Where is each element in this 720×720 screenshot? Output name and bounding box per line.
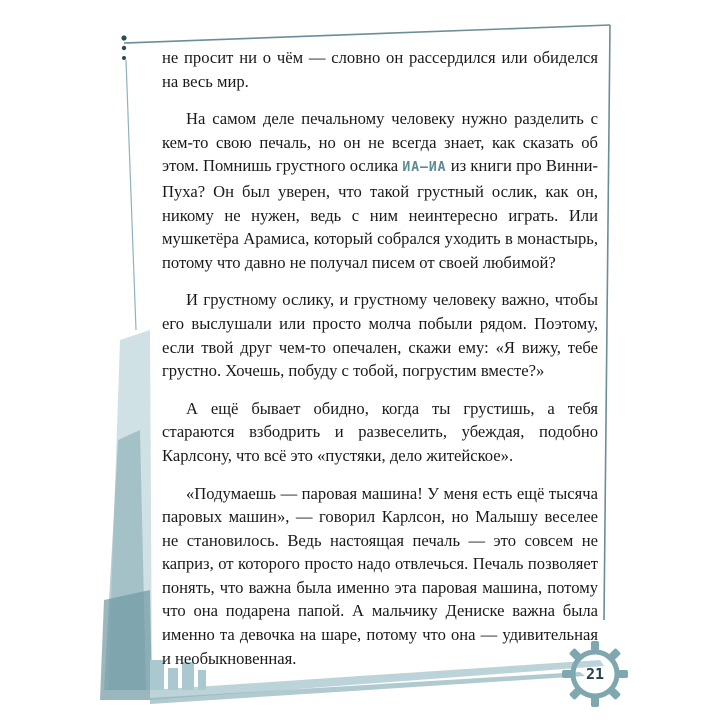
handwritten-name: ИА–ИА	[402, 160, 447, 176]
right-border-line	[604, 25, 610, 620]
border-dot	[121, 35, 126, 40]
border-dot	[122, 56, 126, 60]
paragraph: И грустному ослику, и грустному человеку важно, чтобы его выслушали или просто молча побыли рядом. Поэтому, если твой друг чем-то опечален, скажи ему: «Я вижу, тебе грустно. Хочешь, побуду с тобой, погрустим вместе?»	[162, 290, 598, 381]
left-tower-base	[100, 590, 152, 700]
border-dot	[122, 46, 126, 50]
paragraph-text: На самом деле печальному человеку нужно разделить с кем-то свою печаль, но он не всегда знает, как сказать об этом. Помнишь грустного ослика	[162, 109, 598, 176]
paragraph-text: из книги про Винни-Пуха? Он был уверен, что такой грустный ослик, как он, никому не нужен, ведь с ним неинтересно играть. Или мушкетёра Арамиса, который собрался уходить в монастырь, потому что давно не получал писем от своей любимой?	[162, 156, 598, 272]
paragraph: А ещё бывает обидно, когда ты грустишь, а тебя стараются взбодрить и развеселить, убеждая, подобно Карлсону, что всё это «пустяки, дело житейское».	[162, 398, 598, 465]
left-border-line	[126, 60, 136, 330]
body-text	[162, 46, 598, 684]
paragraph	[162, 107, 598, 274]
top-border-line	[124, 25, 610, 43]
paragraph: не просит ни о чём — словно он рассердился или обиделся на весь мир.	[162, 48, 598, 91]
paragraph: «Подумаешь — паровая машина! У меня есть ещё тысяча паровых машин», — говорил Карлсон, но Малышу веселее не становилось. Ведь настоящая печаль — это совсем не каприз, от которого просто надо отвлечься. Печаль позволяет понять, что важна была именно эта паровая машина, потому что она подарена папой. А мальчику Дениске важна была именно та девочка на шаре, потому что она — удивительная и необыкновенная.	[162, 483, 598, 668]
page-number: 21	[585, 665, 605, 683]
